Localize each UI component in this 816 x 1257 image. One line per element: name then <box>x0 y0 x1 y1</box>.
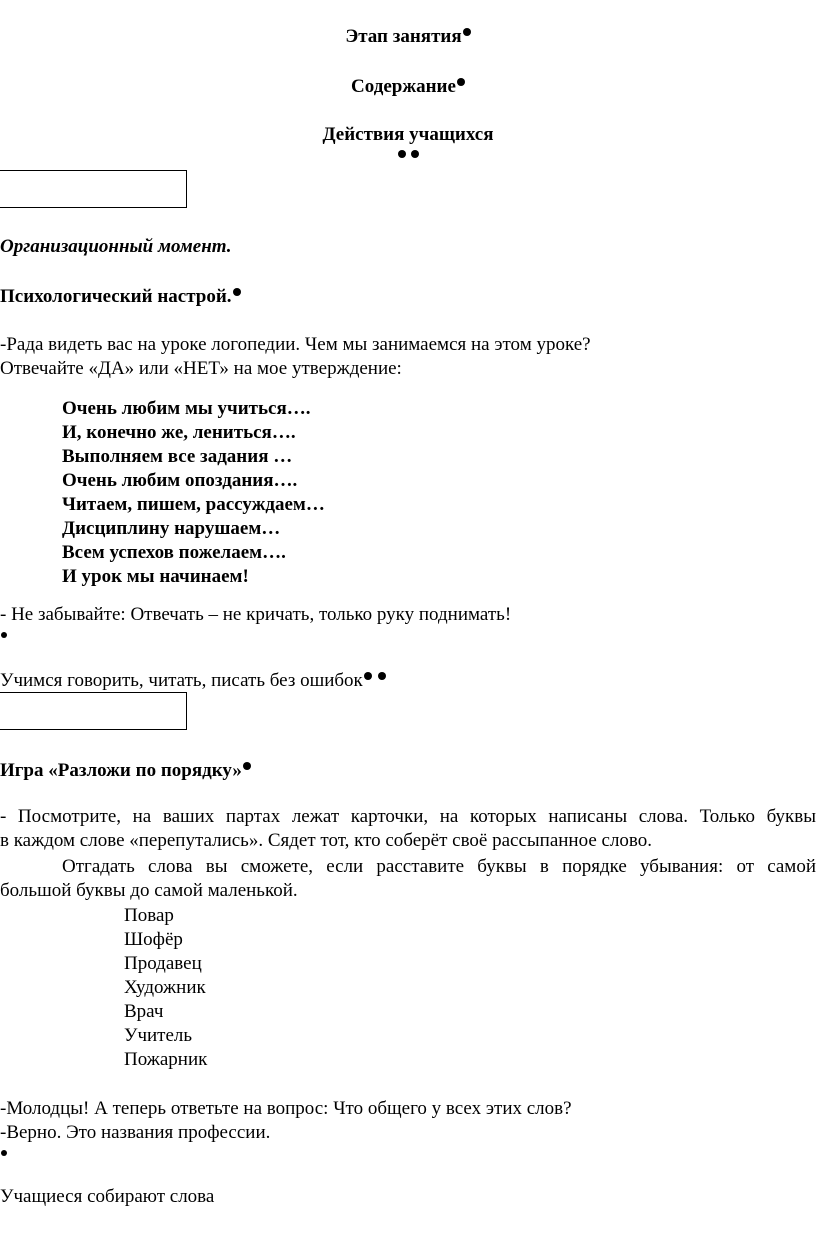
section-subtitle-mood <box>0 286 241 308</box>
bullet-icon <box>463 28 471 36</box>
header-content-text: Содержание <box>351 76 456 97</box>
list-item: Врач <box>124 1001 164 1022</box>
list-item: Художник <box>124 977 206 998</box>
intro-line-2: Отвечайте «ДА» или «НЕТ» на мое утверждение: <box>0 358 402 379</box>
poem-line: И, конечно же, лениться…. <box>62 422 296 443</box>
poem <box>62 397 325 589</box>
poem-line: Очень любим опоздания…. <box>62 470 298 491</box>
list-item: Продавец <box>124 953 202 974</box>
header-stage-text: Этап занятия <box>345 26 462 47</box>
header-stage <box>0 26 816 48</box>
answer-line: -Верно. Это названия профессии. <box>0 1122 271 1143</box>
list-item: Пожарник <box>124 1049 208 1070</box>
reminder-line: - Не забывайте: Отвечать – не кричать, только руку поднимать! <box>0 604 512 625</box>
poem-line: Дисциплину нарушаем… <box>62 518 281 539</box>
bullet-icon <box>1 1150 7 1156</box>
game-para-2b: большой буквы до самой маленькой. <box>0 880 298 901</box>
list-item: Повар <box>124 905 174 926</box>
bullet-icon <box>411 150 419 158</box>
word-list <box>124 904 207 1072</box>
header-bullets <box>0 148 816 170</box>
list-item: Шофёр <box>124 929 183 950</box>
question-line: -Молодцы! А теперь ответьте на вопрос: Что общего у всех этих слов? <box>0 1098 572 1119</box>
empty-cell-box <box>0 170 187 208</box>
bullet-icon <box>378 672 386 680</box>
poem-line: Выполняем все задания … <box>62 446 293 467</box>
bullet-icon <box>1 632 7 638</box>
students-line: Учащиеся собирают слова <box>0 1186 215 1207</box>
poem-line: Всем успехов пожелаем…. <box>62 542 286 563</box>
game-para-1b: в каждом слове «перепутались». Сядет тот, кто соберёт своё рассыпанное слово. <box>0 830 653 851</box>
goal-text: Учимся говорить, читать, писать без ошибок <box>0 670 363 691</box>
game-title <box>0 760 251 782</box>
mood-text: Психологический настрой. <box>0 286 232 307</box>
bullet-icon <box>243 762 251 770</box>
empty-cell-box <box>0 692 187 730</box>
header-content <box>0 76 816 98</box>
game-title-text: Игра «Разложи по порядку» <box>0 760 242 781</box>
poem-line: И урок мы начинаем! <box>62 566 249 587</box>
bullet-icon <box>233 288 241 296</box>
poem-line: Очень любим мы учиться…. <box>62 398 311 419</box>
poem-line: Читаем, пишем, рассуждаем… <box>62 494 325 515</box>
bullet-icon <box>364 672 372 680</box>
game-para-2a: Отгадать слова вы сможете, если расставите буквы в порядке убывания: от самой <box>62 856 816 877</box>
bullet-icon <box>457 78 465 86</box>
bullet-row <box>0 1146 7 1168</box>
game-para-1a: - Посмотрите, на ваших партах лежат карточки, на которых написаны слова. Только буквы <box>0 806 816 827</box>
section-title-org: Организационный момент. <box>0 236 232 257</box>
bullet-row <box>0 628 7 650</box>
list-item: Учитель <box>124 1025 193 1046</box>
bullet-icon <box>398 150 406 158</box>
header-actions-text: Действия учащихся <box>322 124 494 145</box>
header-actions <box>0 124 816 146</box>
goal-line <box>0 670 386 692</box>
intro-line-1: -Рада видеть вас на уроке логопедии. Чем мы занимаемся на этом уроке? <box>0 334 591 355</box>
